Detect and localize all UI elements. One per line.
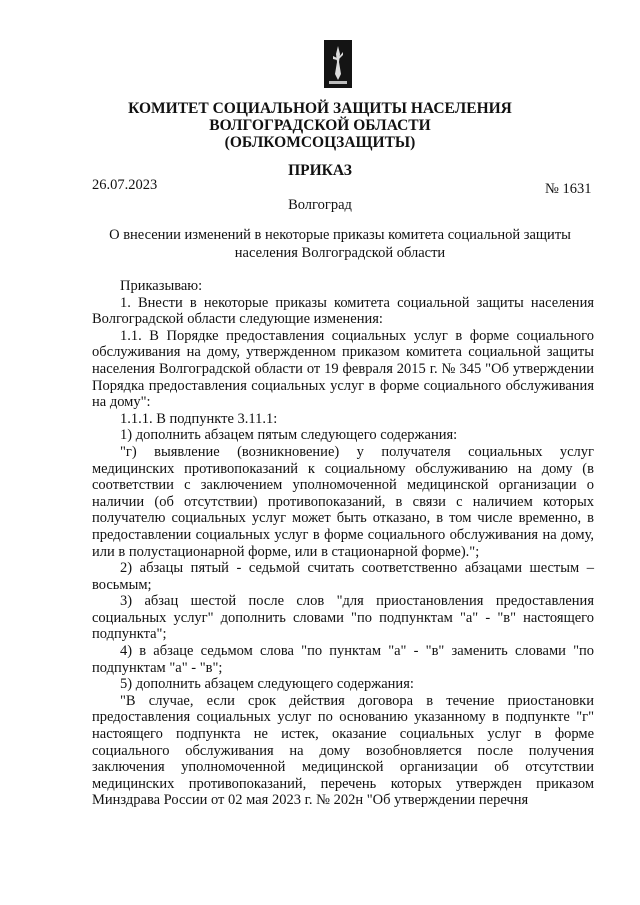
document-city: Волгоград	[288, 197, 352, 213]
paragraph: 4) в абзаце седьмом слова "по пунктам "а" - "в" заменить словами "по подпунктам "а" - "в";	[92, 643, 594, 676]
paragraph: 1. Внести в некоторые приказы комитета социальной защиты населения Волгоградской области следующие изменения:	[92, 294, 594, 328]
paragraph: 2) абзацы пятый - седьмой считать соответственно абзацами шестым – восьмым;	[92, 560, 594, 593]
paragraph: "г) выявление (возникновение) у получателя социальных услуг медицинских противопоказаний к социальному обслуживанию на дому (в соответствии с заключением уполномоченной медицинской организации о наличии (об отсутствии) противопоказаний, в связи с наличием которых получателю социальных услуг может быть отказано, в том числе временно, в предоставлении социальных услуг в форме социального обслуживания на дому, или в полустационарной форме, или в стационарной форме).";	[92, 443, 594, 560]
paragraph: 3) абзац шестой после слов "для приостановления предоставления социальных услуг" дополнить словами "по подпунктам "а" - "в" настоящего подпункта";	[92, 593, 594, 643]
paragraph: 1.1. В Порядке предоставления социальных услуг в форме социального обслуживания на дому, утвержденном приказом комитета социальной защиты населения Волгоградской области от 19 февраля 2015 г. № 345 "Об утверждении Порядка предоставления социальных услуг в форме социального обслуживания на дому":	[92, 327, 594, 411]
paragraph: 1.1.1. В подпункте 3.11.1:	[120, 410, 278, 427]
coat-of-arms-icon	[324, 40, 352, 88]
paragraph: "В случае, если срок действия договора в течение приостановки предоставления социальных услуг по основанию указанному в подпункте "г" настоящего подпункта не истек, оказание социальных услуг в форме социального обслуживания на дому возобновляется после получения заключения уполномоченной медицинской организации об отсутствии медицинских противопоказаний, перечень которых утвержден приказом Минздрава России от 02 мая 2023 г. № 202н "Об утверждении перечня	[92, 692, 594, 809]
document-body	[92, 278, 594, 809]
document-subject: О внесении изменений в некоторые приказы комитета социальной защиты населения Волгоградской области	[109, 227, 571, 261]
document-number: № 1631	[545, 181, 592, 197]
paragraph: Приказываю:	[120, 278, 203, 294]
document-type: ПРИКАЗ	[288, 162, 352, 179]
paragraph: 5) дополнить абзацем следующего содержания:	[120, 676, 414, 693]
paragraph: 1) дополнить абзацем пятым следующего содержания:	[120, 427, 458, 444]
org-line-2: ВОЛГОГРАДСКОЙ ОБЛАСТИ	[209, 117, 431, 134]
org-line-1: КОМИТЕТ СОЦИАЛЬНОЙ ЗАЩИТЫ НАСЕЛЕНИЯ	[128, 100, 512, 117]
document-date: 26.07.2023	[92, 177, 158, 193]
org-line-3: (ОБЛКОМСОЦЗАЩИТЫ)	[224, 134, 416, 151]
organization-name	[0, 100, 640, 151]
